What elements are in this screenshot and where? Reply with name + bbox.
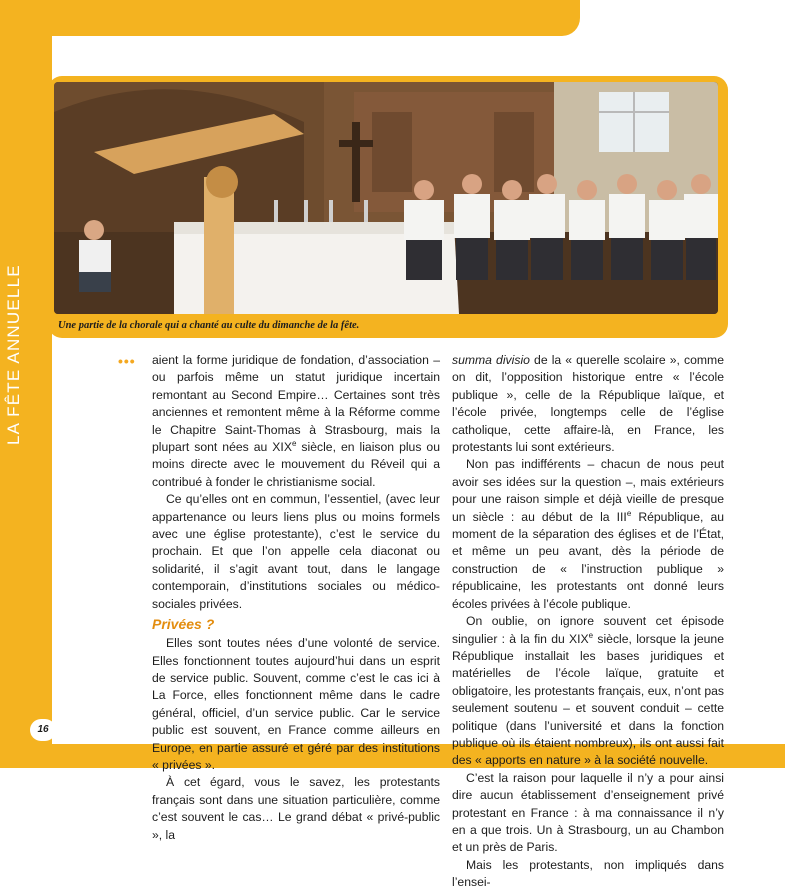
right-paragraph-3: On oublie, on ignore souvent cet épisode singulier : à la fin du XIXe siècle, lorsque la jeune République installait les bases juridiques et matérielles de l’école laïque, gratuite et obligatoire, les protestants français, eux, n’ont pas seulement soutenu – et souvent conduit – cette politique (dans l’université et dans la fonction publique où ils étaient nombreux), ils ont aussi fait des « apports en nature » à la société nouvelle. bbox=[452, 614, 724, 768]
photo-card bbox=[48, 76, 728, 338]
continuation-marker: ••• bbox=[118, 353, 136, 369]
right-paragraph-4: C’est la raison pour laquelle il n’y a pour ainsi dire aucun établissement d’enseignement privé protestant en France : à ma connaissance il n’y en a que trois. Un à Strasbourg, un au Chambon et un près de Paris. bbox=[452, 770, 724, 855]
section-label: LA FÊTE ANNUELLE bbox=[4, 264, 23, 446]
choir-photo bbox=[54, 82, 718, 314]
right-text-column bbox=[452, 352, 724, 890]
left-paragraph-3: Elles sont toutes nées d’une volonté de service. Elles fonctionnent toutes aujourd’hui dans un esprit de service public. Souvent, comme c’est le cas ici à La Force, elles fonctionnent même dans le cadre général, officiel, d’un service public. Car le service public est souvent, en France comme ailleurs en Europe, en partie assuré et géré par des institutions « privées ». bbox=[152, 636, 440, 772]
left-text-column bbox=[152, 352, 440, 842]
right-paragraph-1: summa divisio de la « querelle scolaire », comme on dit, l’opposition historique entre « l’école publique », celle de la République laïque, et l’école privée, longtemps celle de l’église catholique, cette affaire-là, en France, les protestants lui sont extérieurs. bbox=[452, 353, 724, 455]
photo-caption: Une partie de la chorale qui a chanté au culte du dimanche de la fête. bbox=[58, 320, 360, 331]
left-paragraph-4: À cet égard, vous le savez, les protestants français sont dans une situation particulière, comme c’est souvent le cas… Le grand débat « privé-public », la bbox=[152, 775, 440, 842]
top-frame-band bbox=[0, 0, 580, 36]
right-paragraph-2: Non pas indifférents – chacun de nous peut avoir ses idées sur la question –, mais extérieurs pour une raison simple et déjà vieille de presque un siècle : au début de la IIIe République, au moment de la séparation des églises et de l’État, et même un peu avant, dès la période de construction de « l’instruction publique » républicaine, les protestants ont donné leurs écoles privées à l’école publique. bbox=[452, 457, 724, 611]
section-subheading: Privées ? bbox=[152, 616, 215, 633]
page-number: 16 bbox=[30, 719, 56, 741]
left-paragraph-2: Ce qu’elles ont en commun, l’essentiel, (avec leur appartenance ou leurs liens plus ou moins formels avec une église protestante), c’est le service du prochain. Et que l’on appelle cela diaconat ou solidarité, il s’agit avant tout, dans le langage contemporain, d’institutions sociales ou médico-sociales privées. bbox=[152, 492, 440, 611]
left-paragraph-1: aient la forme juridique de fondation, d’association – ou parfois même un statut juridique incertain remontant au Second Empire… Certaines sont très anciennes et remontent même à la Réforme comme le Chapitre Saint-Thomas à Strasbourg, mais la plupart sont nées au XIXe siècle, en liaison plus ou moins directe avec le mouvement du Réveil qui a contribué à fonder le christianisme social. bbox=[152, 353, 440, 489]
right-paragraph-5: Mais les protestants, non impliqués dans l’ensei- bbox=[452, 857, 724, 890]
choir-photo-illustration bbox=[54, 82, 718, 314]
